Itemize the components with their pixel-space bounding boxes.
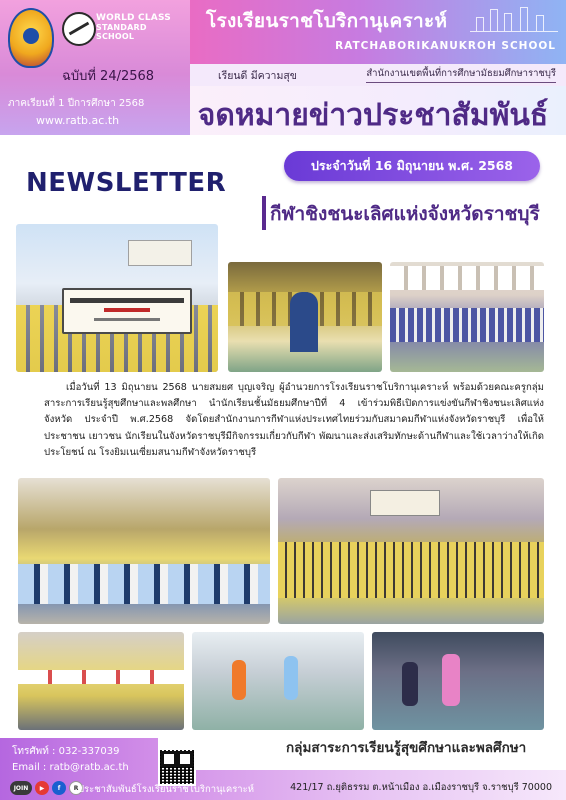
player-blue xyxy=(284,656,298,700)
page-title: จดหมายข่าวประชาสัมพันธ์ xyxy=(197,98,549,133)
stadium-windows xyxy=(390,266,544,290)
social-icons xyxy=(10,781,83,795)
player-pink xyxy=(442,654,460,706)
issue-number: ฉบับที่ 24/2568 xyxy=(62,69,155,84)
article-paragraph: เมื่อวันที่ 13 มิถุนายน 2568 นายสมยศ บุญเจริญ ผู้อำนวยการโรงเรียนราชโบริกานุเคราะห์ พร้อมด้วยคณะครูกลุ่มสาระการเรียนรู้สุขศึกษาและพลศึกษา นำนักเรียนชั้นมัธยมศึกษาปีที่ 4 เข้าร่วมพิธีเปิดการแข่งขันกีฬาชิงชนะเลิศแห่งจังหวัด ประจำปี พ.ศ.2568 จัดโดยสำนักงานการกีฬาแห่งประเทศไทยร่วมกับสมาคมกีฬาแห่งจังหวัดราชบุรี เพื่อให้ประชาชน เยาวชน นักเรียนในจังหวัดราชบุรีมีกิจกรรมเกี่ยวกับกีฬา พัฒนาและส่งเสริมทักษะด้านกีฬาและใช้เวลาว่างให้เกิดประโยชน์ ณ โรงยิมเนเซี่ยมสนามกีฬาจังหวัดราชบุรี xyxy=(44,382,544,458)
school-name-english: RATCHABORIKANUKROH SCHOOL xyxy=(335,40,556,52)
photo-director-seated xyxy=(228,262,382,372)
facebook-icon[interactable]: f xyxy=(52,781,66,795)
youtube-icon[interactable]: ▶ xyxy=(35,781,49,795)
world-class-line1: WORLD CLASS xyxy=(96,13,171,23)
player-orange xyxy=(232,660,246,700)
sign-text-graphic xyxy=(64,290,190,332)
photo-futsal-match xyxy=(192,632,364,730)
school-seal-logo xyxy=(8,8,54,68)
photo-team-signs xyxy=(18,632,184,730)
player-dark xyxy=(402,662,418,706)
pr-page-name[interactable]: ประชาสัมพันธ์โรงเรียนราชโบริกานุเคราะห์ xyxy=(78,784,254,795)
ceremony-sign xyxy=(62,288,192,334)
marching-band xyxy=(390,308,544,342)
photo-opening-ceremony-group xyxy=(16,224,218,372)
headline-accent-bar xyxy=(262,196,266,230)
article-body xyxy=(44,380,544,461)
academic-term: ภาคเรียนที่ 1 ปีการศึกษา 2568 xyxy=(8,98,145,109)
photo-gym-audience xyxy=(278,478,544,624)
website-link[interactable]: www.ratb.ac.th xyxy=(36,114,120,127)
school-address: 421/17 ถ.ยุติธรรม ต.หน้าเมือง อ.เมืองราชบุรี จ.ราชบุรี 70000 xyxy=(290,782,552,793)
globe-logo-icon xyxy=(62,12,96,46)
school-name-thai: โรงเรียนราชโบริกานุเคราะห์ xyxy=(206,10,448,32)
news-headline: กีฬาชิงชนะเลิศแห่งจังหวัดราชบุรี xyxy=(270,203,540,225)
email-address[interactable]: Email : ratb@ratb.ac.th xyxy=(12,762,129,773)
gym-banner xyxy=(370,490,440,516)
education-office: สำนักงานเขตพื้นที่การศึกษามัธยมศึกษาราชบุรี xyxy=(366,66,556,83)
seated-students xyxy=(278,542,544,598)
newsletter-label: NEWSLETTER xyxy=(26,168,227,198)
qr-code-icon[interactable] xyxy=(158,748,196,786)
director-figure xyxy=(290,292,318,352)
phone-number: โทรศัพท์ : 032-337039 xyxy=(12,746,120,757)
date-badge: ประจำวันที่ 16 มิถุนายน พ.ศ. 2568 xyxy=(284,151,540,181)
banner-strip xyxy=(128,240,192,266)
department-name: กลุ่มสาระการเรียนรู้สุขศึกษาและพลศึกษา xyxy=(286,740,527,756)
school-r-icon[interactable]: R xyxy=(69,781,83,795)
join-icon[interactable]: JOIN xyxy=(10,781,32,795)
front-row-athletes xyxy=(18,564,270,604)
school-motto: เรียนดี มีความสุข xyxy=(218,70,297,82)
school-building-icon xyxy=(470,6,558,32)
team-signs xyxy=(18,670,184,684)
world-class-standard-logo xyxy=(96,14,172,41)
photo-award-group xyxy=(18,478,270,624)
photo-futsal-action xyxy=(372,632,544,730)
photo-stadium-parade xyxy=(390,262,544,372)
world-class-line2: STANDARD SCHOOL xyxy=(96,23,147,41)
